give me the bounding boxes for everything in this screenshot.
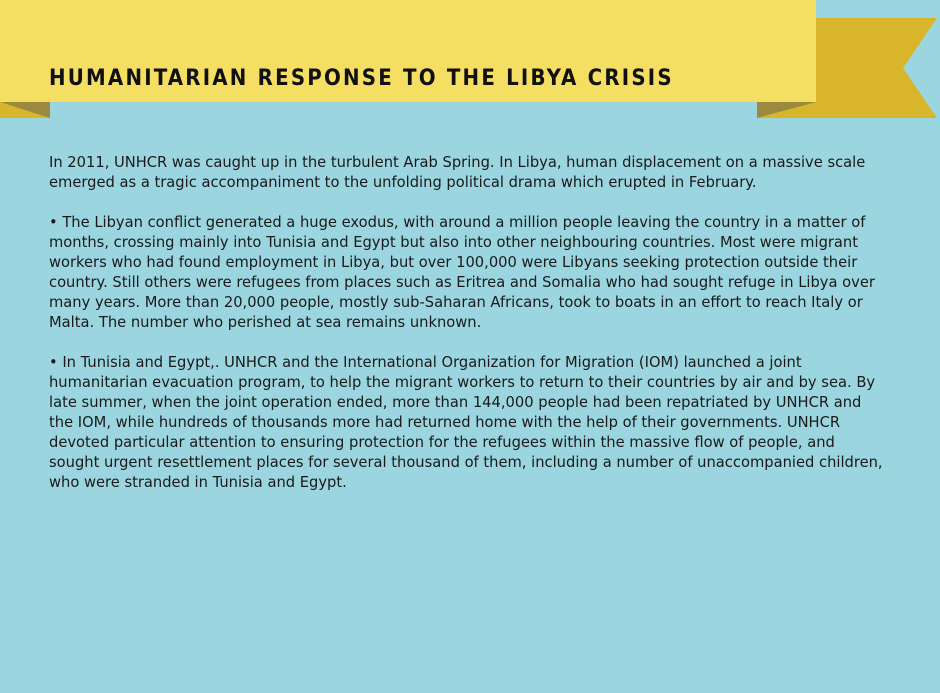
intro-paragraph: In 2011, UNHCR was caught up in the turbulent Arab Spring. In Libya, human displacement on a massive scale emerged as a tragic accompaniment to the unfolding political drama which erupted in February. [49, 154, 866, 191]
bullet-paragraph: • In Tunisia and Egypt,. UNHCR and the International Organization for Migration (IOM) launched a joint humanitarian evacuation program, to help the migrant workers to return to their countries by air and by sea. By late summer, when the joint operation ended, more than 144,000 people had been repatriated by UNHCR and the IOM, while hundreds of thousands more had returned home with the help of their governments. UNHCR devoted particular attention to ensuring protection for the refugees within the massive flow of people, and sought urgent resettlement places for several thousand of them, including a number of unaccompanied children, who were stranded in Tunisia and Egypt. [49, 354, 883, 491]
bullet-paragraph: • The Libyan conflict generated a huge exodus, with around a million people leaving the country in a matter of months, crossing mainly into Tunisia and Egypt but also into other neighbouring countries. Most were migrant workers who had found employment in Libya, but over 100,000 were Libyans seeking protection outside their country. Still others were refugees from places such as Eritrea and Somalia who had sought refuge in Libya over many years. More than 20,000 people, mostly sub-Saharan Africans, took to boats in an effort to reach Italy or Malta. The number who perished at sea remains unknown. [49, 214, 875, 331]
body-text [49, 153, 889, 513]
page-title: HUMANITARIAN RESPONSE TO THE LIBYA CRISIS [49, 66, 674, 91]
title-banner [0, 0, 940, 120]
